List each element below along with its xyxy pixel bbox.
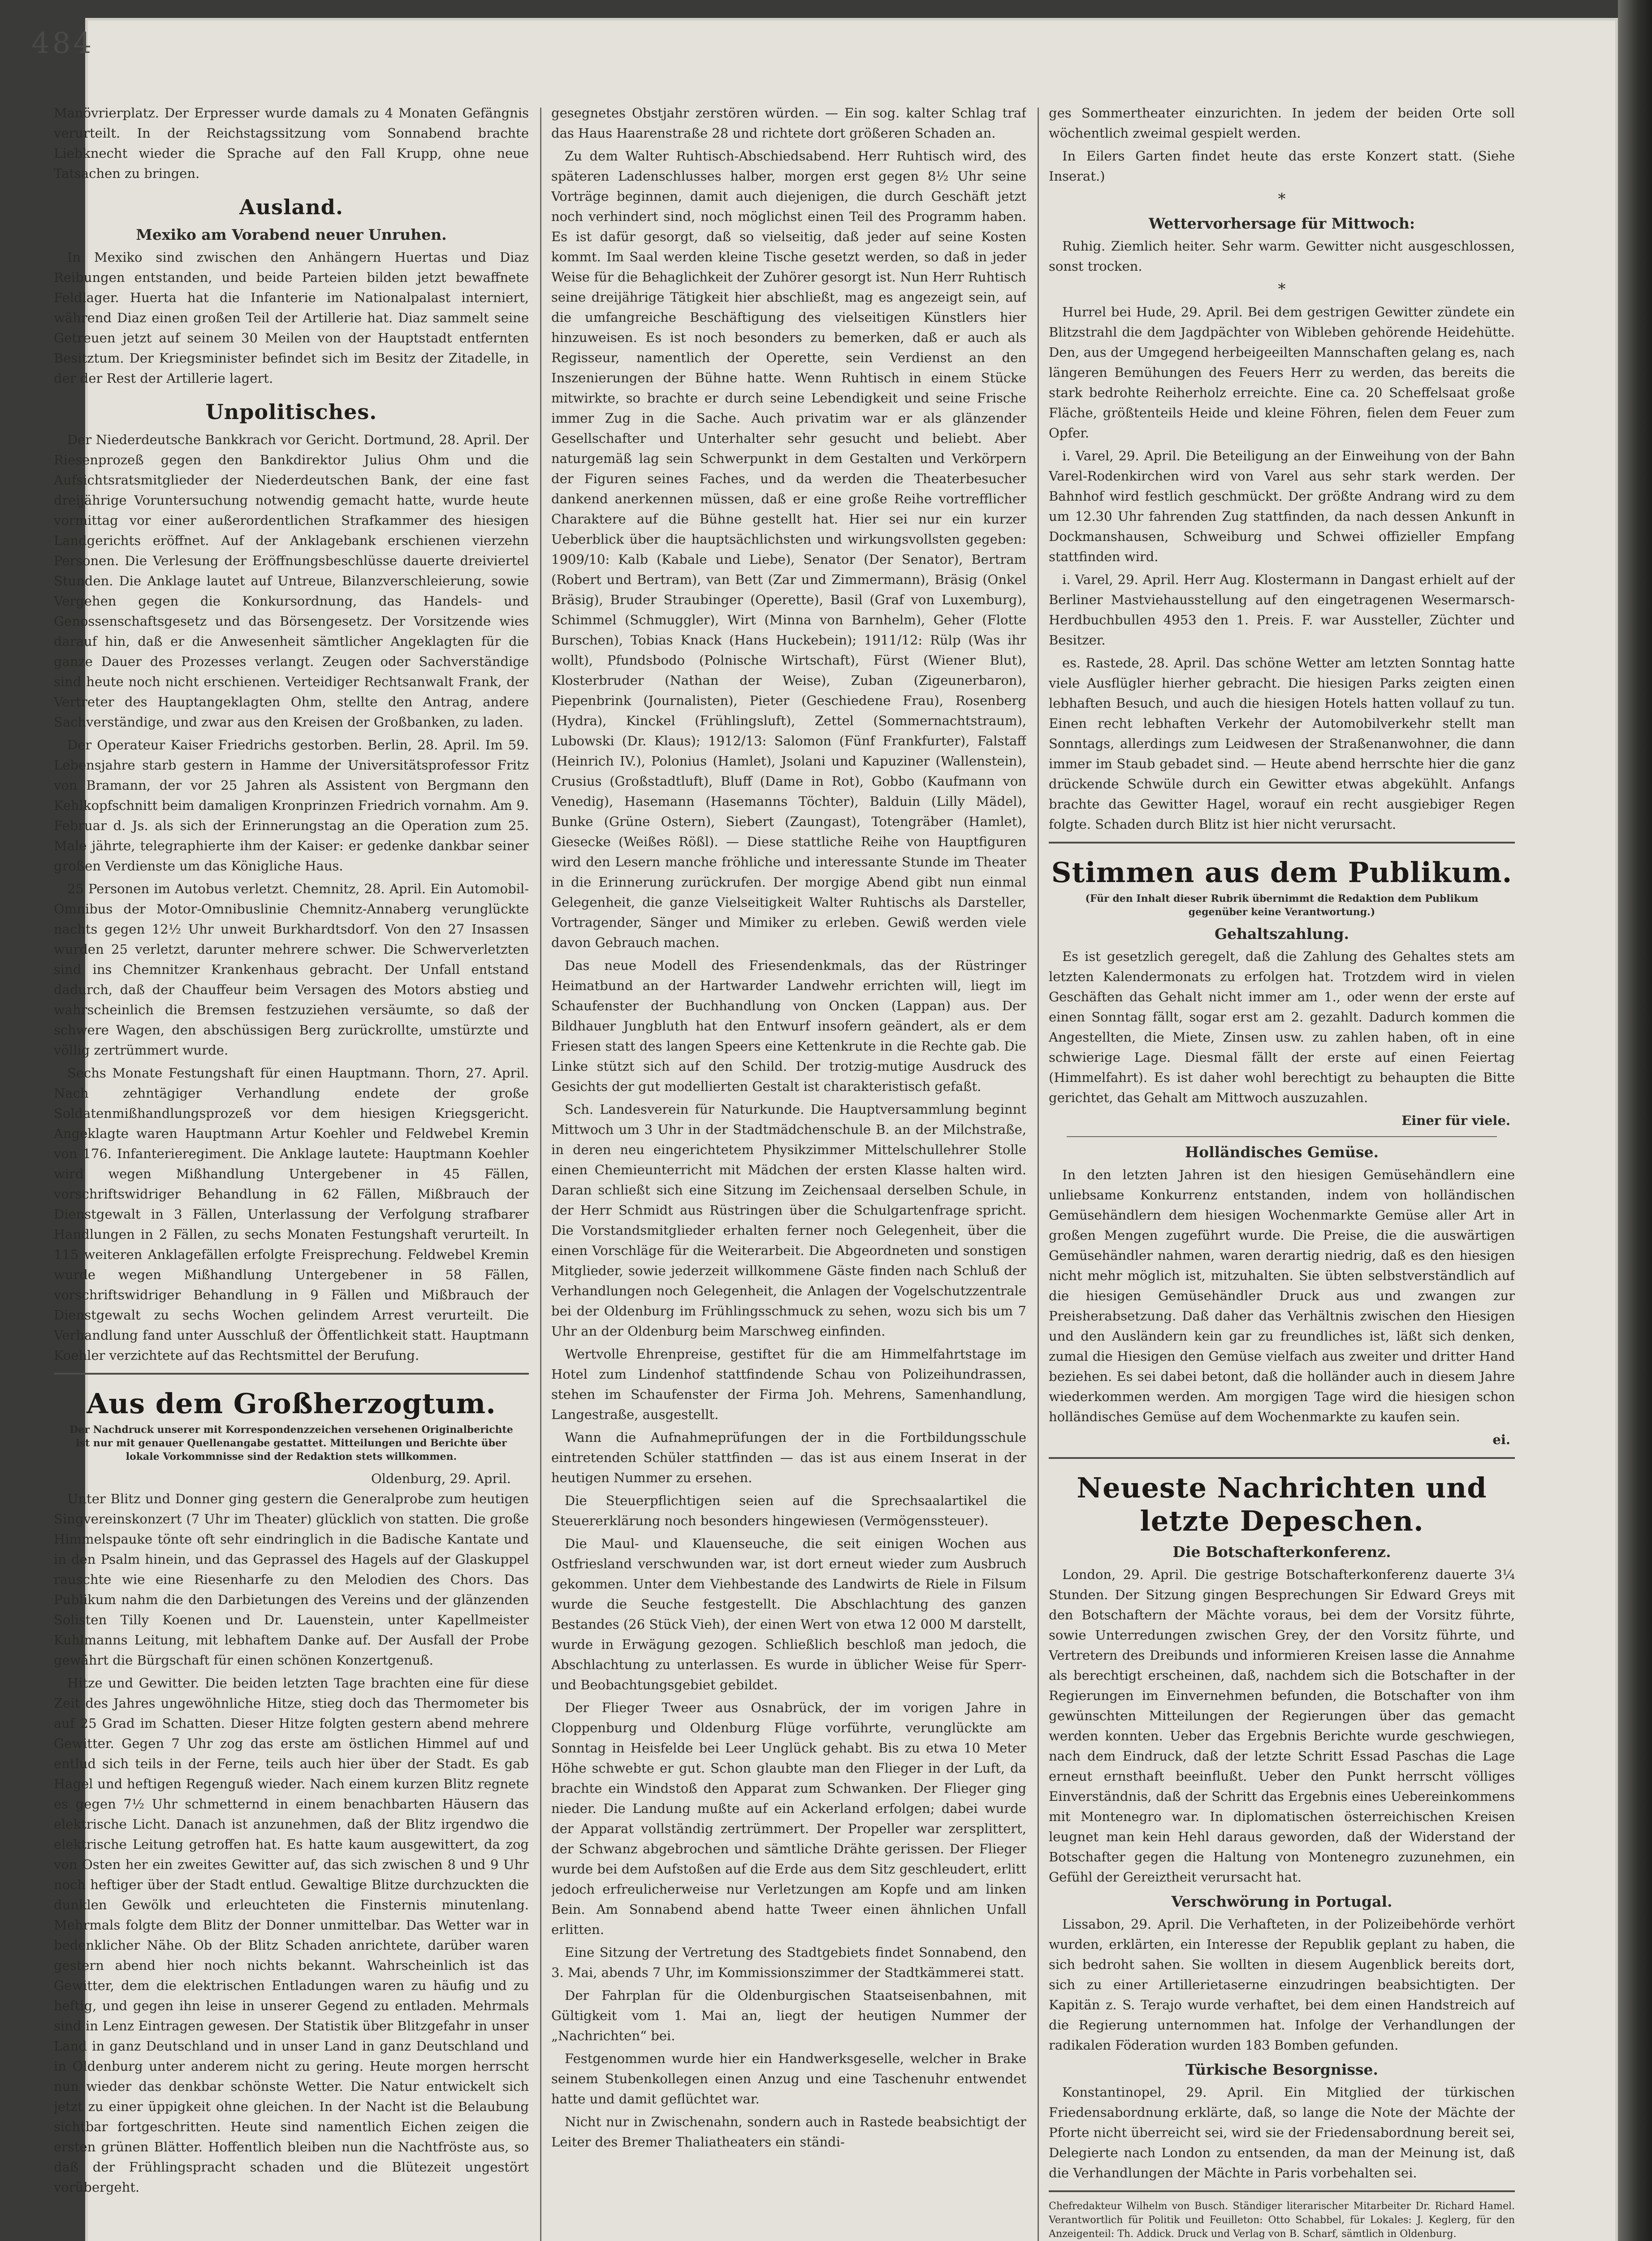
signature: Einer für viele. [1401,1113,1510,1128]
article-text: Es ist gesetzlich geregelt, daß die Zahlung des Gehaltes stets am letzten Kalendermonats zu erfolgen hat. Trotzdem wird in vielen Geschäften das Gehalt nicht immer am 1., oder wenn der erste auf einen Sonntag fällt, sogar erst am 2. gezahlt. Dadurch kommen die Angestellten, die Miete, Zinsen usw. zu zahlen haben, oft in eine schwierige Lage. Diesmal fällt der erste auf einen Feiertag (Himmelfahrt). Es ist daher wohl berechtigt zu behaupten die Bitte gerichtet, das Gehalt am Mittwoch auszuzahlen. [1049,949,1515,1105]
column-1 [54,103,529,2241]
section-note: Der Nachdruck unserer mit Korrespondenzzeichen versehenen Originalberichte ist nur mit genauer Quellenangabe gestattet. Mitteilungen und Berichte über lokale Vorkommnisse sind der Redaktion stets willkommen. [69,1424,513,1462]
article-text: Die Steuerpflichtigen seien auf die Sprechsaalartikel die Steuererklärung noch besonders hingewiesen (Vermögenssteuer). [551,1493,1026,1528]
article-text: Hurrel bei Hude, 29. April. Bei dem gestrigen Gewitter zündete ein Blitzstrahl die dem Jagdpächter von Wibleben gehörende Heidehütte. Den, aus der Umgegend herbeigeeilten Mannschaften gelang es, nach längeren Bemühungen des Feuers Herr zu werden, das bereits die stark bedrohte Reiherholz erreichte. Eine ca. 20 Scheffelsaat große Fläche, größtenteils Heide und kleine Föhren, fielen dem Feuer zum Opfer. [1049,304,1515,441]
article-headline: Wettervorhersage für Mittwoch: [1149,215,1415,232]
article-text: In Mexiko sind zwischen den Anhängern Huertas und Diaz Reibungen entstanden, und beide Parteien bilden jetzt bewaffnete Feldlager. Huerta hat die Infanterie im Nationalpalast interniert, während Diaz einen großen Teil der Artillerie hat. Diaz sammelt seine Getreuen jetzt auf seinem 30 Meilen von der Hauptstadt entfernten Besitztum. Der Kriegsminister befindet sich im Besitz der Zitadelle, in der der Rest der Artillerie lagert. [54,250,529,386]
article-text: Wertvolle Ehrenpreise, gestiftet für die am Himmelfahrtstage im Hotel zum Lindenhof stattfindende Schau von Polizeihundrassen, stehen im Schaufenster der Firma Joh. Mehrens, Samenhandlung, Langestraße, ausgestellt. [551,1346,1026,1422]
divider [1049,1457,1515,1459]
article-text: Hitze und Gewitter. Die beiden letzten Tage brachten eine für diese Zeit des Jahres ungewöhnliche Hitze, stieg doch das Thermometer bis auf 25 Grad im Schatten. Dieser Hitze folgten gestern abend mehrere Gewitter. Gegen 7 Uhr zog das erste am östlichen Himmel auf und entlud sich teils in der Ferne, teils auch hier über der Stadt. Es gab Hagel und heftigen Regenguß wieder. Nach einem kurzen Blitz regnete es gegen 7½ Uhr schmetternd in einem benachbarten Häusern das elektrische Licht. Danach ist anzunehmen, daß der Blitz irgendwo die elektrische Leitung getroffen hat. Es hatte kaum ausgewittert, da zog von Osten her ein zweites Gewitter auf, das sich zwischen 8 und 9 Uhr noch heftiger über der Stadt entlud. Gewaltige Blitze durchzuckten die dunklen Gewölk und erleuchteten die Finsternis minutenlang. Mehrmals folgte dem Blitz der Donner unmittelbar. Das Wetter war in bedenklicher Nähe. Ob der Blitz Schaden anrichtete, darüber waren gestern abend hier noch nichts bekannt. Wahrscheinlich ist das Gewitter, dem die elektrischen Entladungen waren zu häufig und zu heftig, und gegen ihn leise in unserer Gegend zu entladen. Mehrmals sind in Lenz Eintragen gewesen. Der Statistik über Blitzgefahr in unser Land in ganz Deutschland und in unser Land in ganz Deutschland und in Oldenburg unter anderem nicht zu gering. Heute morgen herrscht nun wieder das denkbar schönste Wetter. Die Natur entwickelt sich jetzt zu einer üppigkeit ohne gleichen. In der Nacht ist die Belaubung sichtbar fortgeschritten. Heute sind namentlich Eichen zeigen die ersten grünen Blätter. Hoffentlich bleiben nun die Nachtfröste aus, so daß der Frühlingspracht schaden und die Blütezeit ungestört vorübergeht. [54,1675,529,2195]
column-rule [1038,108,1039,2241]
article-text: Der Niederdeutsche Bankkrach vor Gericht. Dortmund, 28. April. Der Riesenprozeß gegen den Bankdirektor Julius Ohm und die Aufsichtsratsmitglieder der Niederdeutschen Bank, der eine fast dreijährige Voruntersuchung notwendig gemacht hatte, wurde heute vormittag vor einer außerordentlichen Strafkammer des hiesigen Landgerichts eröffnet. Auf der Anklagebank erschienen vierzehn Personen. Die Verlesung der Eröffnungsbeschlüsse dauerte dreiviertel Stunden. Die Anklage lautet auf Untreue, Bilanzverschleierung, sowie Vergehen gegen die Konkursordnung, das Handels- und Genossenschaftsgesetz und das Börsengesetz. Der Vorsitzende wies darauf hin, daß er die Anwesenheit sämtlicher Angeklagten für die ganze Dauer des Prozesses verlangt. Zeugen oder Sachverständige sind heute noch nicht erschienen. Verteidiger Rechtsanwalt Frank, der Vertreter des Hauptangeklagten Ohm, stellte den Antrag, andere Sachverständige, und zwar aus den Kreisen der Großbanken, zu laden. [54,432,529,730]
article-text: Konstantinopel, 29. April. Ein Mitglied der türkischen Friedensabordnung erklärte, daß, so lange die Note der Mächte der Pforte nicht überreicht sei, wird sie der Friedensabordnung bereit sei, Delegierte nach London zu entsenden, da man der Meinung ist, daß die Verhandlungen der Mächte in Paris vorbehalten sei. [1049,2085,1515,2180]
column-3 [1049,103,1515,2241]
article-text: i. Varel, 29. April. Die Beteiligung an der Einweihung von der Bahn Varel-Rodenkirchen wird von Varel aus sehr stark werden. Der Bahnhof wird festlich geschmückt. Der größte Andrang wird zu dem um 12.30 Uhr fahrenden Zug stattfinden, da nach dessen Ankunft in Dockmanshausen, Schweiburg und Schwei offizieller Empfang stattfinden wird. [1049,448,1515,564]
article-text: Das neue Modell des Friesendenkmals, das der Rüstringer Heimatbund an der Hartwarder Landwehr errichten will, liegt im Schaufenster der Buchhandlung von Oncken (Lappan) aus. Der Bildhauer Jungbluth hat den Entwurf insofern geändert, als er dem Friesen statt des langen Speers eine Kettenkrute in die Rechte gab. Die Linke stützt sich auf den Schild. Der trotzig-mutige Ausdruck des Gesichts der gut modellierten Gestalt ist charakteristisch gefaßt. [551,958,1026,1094]
article-text: Die Maul- und Klauenseuche, die seit einigen Wochen aus Ostfriesland verschwunden war, ist dort erneut wieder zum Ausbruch gekommen. Unter dem Viehbestande des Landwirts de Riele in Filsum wurde die Seuche festgestellt. Die Abschlachtung des ganzen Bestandes (26 Stück Vieh), der einen Wert von etwa 12 000 M darstellt, wurde in Erwägung gezogen. Schließlich beschloß man jedoch, die Abschlachtung zu unterlassen. Es wurde in üblicher Weise für Sperr- und Beobachtungsgebiet gebildet. [551,1536,1026,1692]
article-text: es. Rastede, 28. April. Das schöne Wetter am letzten Sonntag hatte viele Ausflügler hierher gebracht. Die hiesigen Parks zeigten einen lebhaften Besuch, und auch die hiesigen Hotels hatten vollauf zu tun. Einen recht lebhaften Verkehr der Automobilverkehr stellt man Sonntags, allerdings zum Leidwesen der Straßenanwohner, die dann immer im Staub gebadet sind. — Heute abend herrschte hier die ganz drückende Schwüle durch ein Gewitter etwas abgekühlt. Anfangs brachte das Gewitter Hagel, worauf ein recht ausgiebiger Regen folgte. Schaden durch Blitz ist hier nicht verursacht. [1049,655,1515,832]
column-2 [551,103,1026,2241]
article-text: Sch. Landesverein für Naturkunde. Die Hauptversammlung beginnt Mittwoch um 3 Uhr in der Stadtmädchenschule B. an der Milchstraße, in deren neu eingerichtetem Physikzimmer Mittelschullehrer Stolle einen Chemieunterricht mit Mädchen der ersten Klasse halten wird. Daran schließt sich eine Sitzung im Zeichensaal derselben Schule, in der Herr Schmidt aus Rüstringen über die Schulgartenfrage spricht. Die Vorstandsmitglieder erhalten ferner noch Gelegenheit, über die einen Vorschläge für die Weiterarbeit. Die Abgeordneten und sonstigen Mitglieder, sowie jederzeit willkommene Gäste finden nach Schluß der Verhandlungen noch Gelegenheit, die Anlagen der Vogelschutzzentrale bei der Oldenburg im Frühlingsschmuck zu sehen, wozu sich bis um 7 Uhr an der Oldenburg beim Marschweg einfinden. [551,1102,1026,1339]
article-headline: Holländisches Gemüse. [1185,1143,1379,1161]
scan-edge [1618,0,1652,2241]
divider [1049,2190,1515,2192]
article-text: Zu dem Walter Ruhtisch-Abschiedsabend. Herr Ruhtisch wird, des späteren Ladenschlusses halber, morgen erst gegen 8½ Uhr seine Vorträge beginnen, damit auch diejenigen, die durch Geschäft jetzt noch verhindert sind, noch möglichst einen Teil des Programm haben. Es ist dafür gesorgt, daß so vielseitig, daß jeder auf seine Kosten kommt. Im Saal werden kleine Tische gesetzt werden, so daß in jeder Weise für die Behaglichkeit der Zuhörer gesorgt ist. Nun Herr Ruhtisch seine dreijährige Tätigkeit hier abschließt, mag es angezeigt sein, auf die umfangreiche Beschäftigung des vielseitigen Künstlers hier hinzuweisen. Es ist noch besonders zu bemerken, daß er auch als Regisseur, namentlich der Operette, sein Verdienst an den Inszenierungen der Bühne hatte. Wenn Ruhtisch in einem Stücke mitwirkte, so brachte er durch seine Lebendigkeit und seine Frische immer Zug in die Sache. Auch privatim war er als glänzender Gesellschafter und Unterhalter sehr gesucht und beliebt. Aber naturgemäß lag sein Schwerpunkt in dem Gestalten und Verkörpern der Figuren seines Faches, und da werden die Theaterbesucher dankend anerkennen müssen, daß er eine große Reihe vortrefflicher Charaktere auf die Bühne gestellt hat. Hier sei nur ein kurzer Ueberblick über die hauptsächlichsten und wirkungsvollsten gegeben: 1909/10: Kalb (Kabale und Liebe), Senator (Der Senator), Bertram (Robert und Bertram), van Bett (Zar und Zimmermann), Bräsig (Onkel Bräsig), Bruder Straubinger (Operette), Basil (Graf von Luxemburg), Schimmel (Schmuggler), Wirt (Minna von Barnhelm), Geher (Flotte Burschen), Tobias Knack (Hans Huckebein); 1911/12: Rülp (Was ihr wollt), Pfundsbodo (Polnische Wirtschaft), Fürst (Wiener Blut), Klosterbruder (Nathan der Weise), Zuban (Zigeunerbaron), Piepenbrink (Journalisten), Pieter (Geschiedene Frau), Rosenberg (Hydra), Kinckel (Frühlingsluft), Zettel (Sommernachtstraum), Lubowski (Dr. Klaus); 1912/13: Salomon (Fünf Frankfurter), Falstaff (Heinrich IV.), Polonius (Hamlet), Jsolani und Kapuziner (Wallenstein), Crusius (Großstadtluft), Bluff (Dame in Rot), Gobbo (Kaufmann von Venedig), Hasemann (Hasemanns Töchter), Balduin (Lilly Mädel), Bunke (Grüne Ostern), Siebert (Zaungast), Totengräber (Hamlet), Giesecke (Weißes Rößl). — Diese stattliche Reihe von Hauptfiguren wird den Lesern manche fröhliche und interessante Stunde im Theater in die Erinnerung zurückrufen. Der morgige Abend gibt nun einmal Gelegenheit, die ganze Vielseitigkeit Walter Ruhtischs als Darsteller, Vortragender, Sänger und Mimiker zu erleben. Gewiß werden viele davon Gebrauch machen. [551,148,1026,950]
article-headline: Mexiko am Vorabend neuer Unruhen. [136,226,447,243]
article-text: Sechs Monate Festungshaft für einen Hauptmann. Thorn, 27. April. Nach zehntägiger Verhandlung endete der große Soldatenmißhandlungsprozeß vor dem hiesigen Kriegsgericht. Angeklagte waren Hauptmann Artur Koehler und Feldwebel Kremin von 176. Infanterieregiment. Die Anklage lautete: Hauptmann Koehler wird wegen Mißhandlung Untergebener in 45 Fällen, vorschriftswidriger Behandlung in 62 Fällen, Mißbrauch der Dienstgewalt in 3 Fällen, Unterlassung der Verfolgung strafbarer Handlungen in 2 Fällen, zu sechs Monaten Festungshaft verurteilt. In 115 weiteren Anklagefällen erfolgte Freisprechung. Feldwebel Kremin wurde wegen Mißhandlung Untergebener in 58 Fällen, vorschriftswidriger Behandlung in 9 Fällen und Mißbrauch der Dienstgewalt zu sechs Wochen gelindem Arrest verurteilt. Die Verhandlung fand unter Ausschluß der Öffentlichkeit statt. Hauptmann Koehler verzichtete auf das Rechtsmittel der Berufung. [54,1065,529,1363]
article-text: London, 29. April. Die gestrige Botschafterkonferenz dauerte 3¼ Stunden. Der Sitzung gingen Besprechungen Sir Edward Greys mit den Botschaftern der Mächte voraus, bei dem der Vorsitz führte, sowie Unterredungen zwischen Grey, der den Vorsitz führte, und Vertretern des Dreibunds und informieren Kreisen lasse die Annahme als berechtigt erscheinen, daß, nachdem sich die Botschafter in der Regierungen im Einvernehmen befunden, die Botschafter von ihm gewünschten Mitteilungen der Regierungen über das gemacht werden konnten. Ueber das Ergebnis Berichte wurde geschwiegen, nach dem Eindruck, daß der letzte Schritt Essad Paschas die Lage erneut ernsthaft beeinflußt. Ueber den Punkt herrscht völliges Einverständnis, daß der Schritt das Ergebnis eines Uebereinkommens mit Montenegro war. In diplomatischen österreichischen Kreisen leugnet man kein Hehl daraus geworden, daß der Widerstand der Botschafter gegen die Haltung von Montenegro zuzunehmen, ein Gefühl der Gereiztheit verursacht hat. [1049,1567,1515,1885]
article-text: Der Flieger Tweer aus Osnabrück, der im vorigen Jahre in Cloppenburg und Oldenburg Flüge vorführte, verunglückte am Sonntag in Heisfelde bei Leer Unglück gehabt. Bis zu etwa 10 Meter Höhe schwebte er gut. Schon glaubte man den Flieger in der Luft, da brachte ein Windstoß den Apparat zum Schwanken. Der Flieger ging nieder. Die Landung mußte auf ein Ackerland erfolgen; dabei wurde der Apparat vollständig zertrümmert. Der Propeller war zersplittert, der Schwanz abgebrochen und sämtliche Drähte gerissen. Der Flieger wurde bei dem Aufstoßen auf die Erde aus dem Sitz geschleudert, erlitt jedoch erfreulicherweise nur Verletzungen am Kopfe und am linken Bein. Am Sonnabend abend hatte Tweer einen ähnlichen Unfall erlitten. [551,1700,1026,1937]
signature: ei. [1492,1432,1510,1447]
section-heading-stimmen: Stimmen aus dem Publikum. [1051,856,1513,889]
article-headline: Verschwörung in Portugal. [1171,1893,1393,1910]
article-text: Lissabon, 29. April. Die Verhafteten, in der Polizeibehörde verhört wurden, erklärten, ein Interesse der Republik geplant zu haben, die sich bedroht sahen. Sie wollten in diesem Augenblick bereits dort, sich zu einer Artillerietaserne einzudringen beabsichtigten. Der Kapitän z. S. Terajo wurde verhaftet, bei dem einen Handstreich auf die Regierung unternommen hat. Infolge der Verhandlungen der radikalen Föderation wurden 183 Bomben gefunden. [1049,1917,1515,2053]
column-rule [540,108,541,2241]
article-text: ges Sommertheater einzurichten. In jedem der beiden Orte soll wöchentlich zweimal gespielt werden. [1049,105,1515,141]
article-text: i. Varel, 29. April. Herr Aug. Klostermann in Dangast erhielt auf der Berliner Mastviehausstellung auf den eingetragenen Wesermarsch-Herdbuchbullen 4953 den 1. Preis. F. war Aussteller, Züchter und Besitzer. [1049,572,1515,648]
section-heading-neueste: Neueste Nachrichten und letzte Depeschen. [1077,1471,1487,1537]
page-number: 484 [31,27,95,60]
article-text: In den letzten Jahren ist den hiesigen Gemüsehändlern eine unliebsame Konkurrenz entstanden, indem von holländischen Gemüsehändlern dem hiesigen Wochenmarkte Gemüse aller Art in großen Mengen zugeführt wurde. Die Preise, die die auswärtigen Gemüsehändler nahmen, waren derartig niedrig, daß es den hiesigen nicht mehr möglich ist, mitzuhalten. Sie übten selbstverständlich auf die hiesigen Gemüsehändler Druck aus und zwangen zur Preisherabsetzung. Daß daher das Verhältnis zwischen den Hiesigen und den Ausländern kein gar zu freundliches ist, läßt sich denken, zumal die Hiesigen den Gemüse vielfach aus zweiter und dritter Hand beziehen. Es sei dabei betont, daß die holländer auch in diesem Jahre wiederkommen werden. Am morgigen Tage wird die hiesigen schon holländisches Gemüse auf dem Wochenmarkte zu kaufen sein. [1049,1167,1515,1424]
divider [1049,842,1515,844]
article-text: Nicht nur in Zwischenahn, sondern auch in Rastede beabsichtigt der Leiter des Bremer Thaliatheaters ein ständi- [551,2114,1026,2150]
article-text: gesegnetes Obstjahr zerstören würden. — Ein sog. kalter Schlag traf das Haus Haarenstraße 28 und richtete dort größeren Schaden an. [551,105,1026,141]
article-text: Unter Blitz und Donner ging gestern die Generalprobe zum heutigen Singvereinskonzert (7 Uhr im Theater) glücklich von statten. Die große Himmelspauke tönte oft sehr eindringlich in die Badische Kantate und in den Psalm hinein, und das Geprassel des Hagels auf der Glaskuppel rauschte wie eine Riesenharfe zu den Melodien des Chors. Das Publikum nahm die den Darbietungen des Vereins und der glänzenden Solisten Tilly Koenen und Dr. Lauenstein, unter Kapellmeister Kuhlmanns Leitung, mit lebhaftem Danke auf. Der Ausfall der Probe gewährt die Bürgschaft für einen schönen Konzertgenuß. [54,1491,529,1668]
article-text: Eine Sitzung der Vertretung des Stadtgebiets findet Sonnabend, den 3. Mai, abends 7 Uhr, im Kommissionszimmer der Stadtkämmerei statt. [551,1945,1026,1980]
article-headline: Türkische Besorgnisse. [1185,2061,1379,2078]
article-headline: Die Botschafterkonferenz. [1172,1543,1391,1561]
article-text: Manövrierplatz. Der Erpresser wurde damals zu 4 Monaten Gefängnis verurteilt. In der Reichstagssitzung vom Sonnabend brachte Liebknecht wieder die Sprache auf den Fall Krupp, ohne neue Tatsachen zu bringen. [54,105,529,181]
article-headline: Gehaltszahlung. [1214,925,1349,943]
article-text: 25 Personen im Autobus verletzt. Chemnitz, 28. April. Ein Automobil-Omnibus der Motor-Omnibuslinie Chemnitz-Annaberg verunglückte nachts gegen 12½ Uhr unweit Burkhardtsdorf. Von den 27 Insassen wurden 25 verletzt, darunter mehrere schwer. Die Schwerverletzten sind ins Chemnitzer Krankenhaus gebracht. Der Unfall entstand dadurch, daß der Chauffeur beim Versagen des Motors abstieg und wahrscheinlich die Bremsen festzuziehen versäumte, so daß der schwere Wagen, den abschüssigen Berg zurückrollte, umstürzte und völlig zertrümmert wurde. [54,881,529,1058]
dateline: Oldenburg, 29. April. [371,1471,511,1486]
article-text: Der Fahrplan für die Oldenburgischen Staatseisenbahnen, mit Gültigkeit vom 1. Mai an, liegt der heutigen Nummer der „Nachrichten“ bei. [551,1988,1026,2043]
imprint: Chefredakteur Wilhelm von Busch. Ständiger literarischer Mitarbeiter Dr. Richard Hamel. Verantwortlich für Politik und Feuilleton: Otto Schabbel, für Lokales: J. Keglerg, für den Anzeigenteil: Th. Addick. Druck und Verlag von B. Scharf, sämtlich in Oldenburg. [1049,2201,1515,2240]
section-heading-ausland: Ausland. [239,195,343,219]
divider [1067,1136,1497,1137]
divider [54,1373,529,1375]
article-text: Festgenommen wurde hier ein Handwerksgeselle, welcher in Brake seinem Stubenkollegen einen Anzug und eine Taschenuhr entwendet hatte und damit geflüchtet war. [551,2051,1026,2107]
article-text: Der Operateur Kaiser Friedrichs gestorben. Berlin, 28. April. Im 59. Lebensjahre starb gestern in Hamme der Universitätsprofessor Fritz von Bramann, der vor 25 Jahren als Assistent von Bergmann den Kehlkopfschnitt beim damaligen Kronprinzen Friedrich vornahm. Am 9. Februar d. Js. als sich der Erinnerungstag an die Operation zum 25. Male jährte, telegraphierte ihm der Kaiser: er gedenke dankbar seiner großen Verdienste um das Königliche Haus. [54,737,529,874]
star-ornament-icon: * [1278,190,1286,208]
star-ornament-icon: * [1278,280,1286,298]
section-heading-unpolitisches: Unpolitisches. [205,400,377,424]
article-text: Ruhig. Ziemlich heiter. Sehr warm. Gewitter nicht ausgeschlossen, sonst trocken. [1049,238,1515,274]
article-text: In Eilers Garten findet heute das erste Konzert statt. (Siehe Inserat.) [1049,148,1515,184]
article-text: Wann die Aufnahmeprüfungen der in die Fortbildungsschule eintretenden Schüler stattfinden — das ist aus einem Inserat in der heutigen Nummer zu ersehen. [551,1430,1026,1485]
section-heading-grossherzogtum: Aus dem Großherzogtum. [86,1387,496,1420]
section-note: (Für den Inhalt dieser Rubrik übernimmt die Redaktion dem Publikum gegenüber keine Verantwortung.) [1085,893,1479,918]
